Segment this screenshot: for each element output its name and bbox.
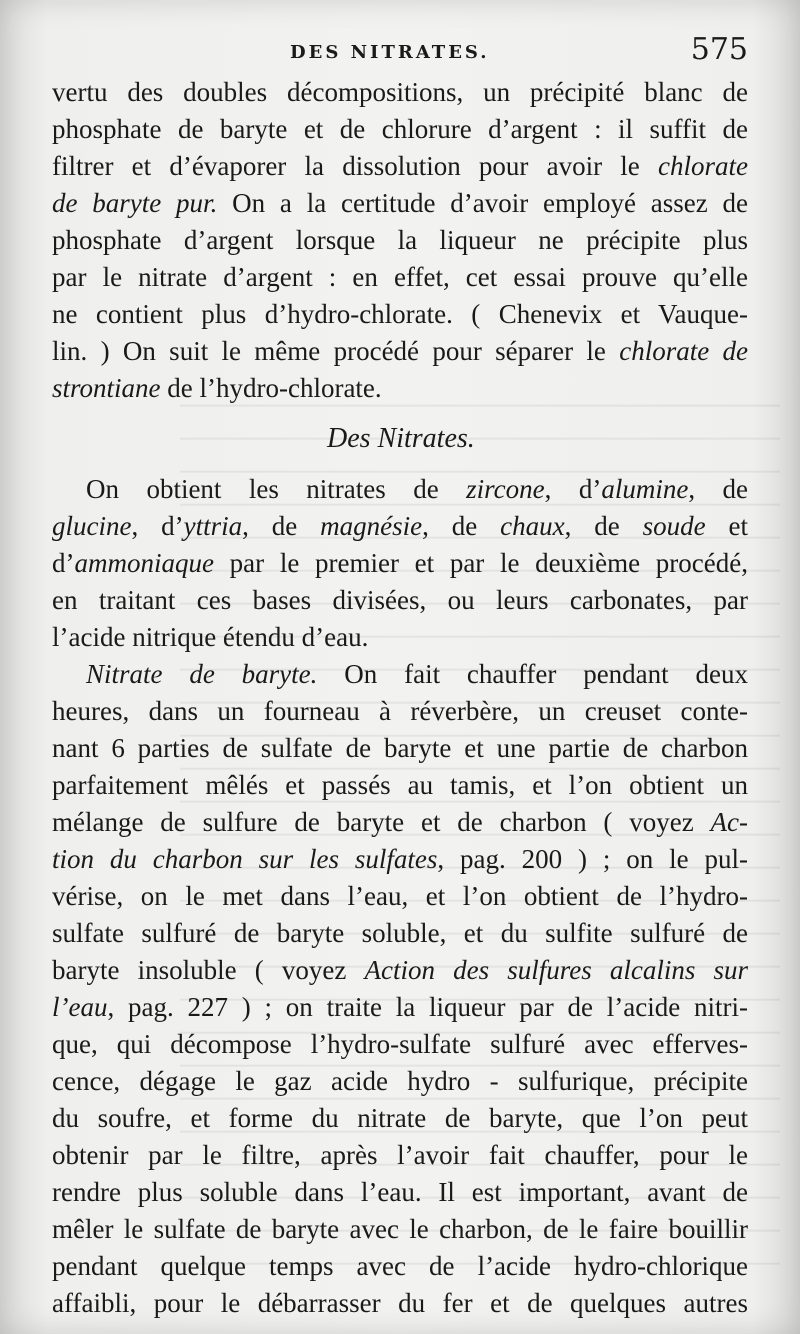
text-line: du soufre, et forme du nitrate de baryte, que l’on peut — [52, 1103, 748, 1133]
text-line: sulfate sulfuré de baryte soluble, et du sulfite sulfuré de — [52, 918, 748, 948]
text-line: lin. ) On suit le même procédé pour séparer le chlorate de — [52, 336, 748, 366]
text-line: parfaitement mêlés et passés au tamis, et l’on obtient un — [52, 770, 748, 800]
text-line: rendre plus soluble dans l’eau. Il est important, avant de — [52, 1177, 748, 1207]
text-line: d’ammoniaque par le premier et par le deuxième procédé, — [52, 548, 748, 578]
text-line: mêler le sulfate de baryte avec le charbon, de le faire bouillir — [52, 1214, 748, 1244]
page-header — [52, 32, 748, 72]
text-line: filtrer et d’évaporer la dissolution pour avoir le chlorate — [52, 151, 748, 181]
text-line: tion du charbon sur les sulfates, pag. 200 ) ; on le pul- — [52, 844, 748, 874]
text-line: vérise, on le met dans l’eau, et l’on obtient de l’hydro- — [52, 881, 748, 911]
text-line: en traitant ces bases divisées, ou leurs carbonates, par — [52, 585, 748, 615]
text-line: l’eau, pag. 227 ) ; on traite la liqueur par de l’acide nitri- — [52, 992, 748, 1022]
text-line: phosphate d’argent lorsque la liqueur ne précipite plus — [52, 225, 748, 255]
text-line: obtenir par le filtre, après l’avoir fait chauffer, pour le — [52, 1140, 748, 1170]
text-line: phosphate de baryte et de chlorure d’argent : il suffit de — [52, 114, 748, 144]
text-line: pendant quelque temps avec de l’acide hydro-chlorique — [52, 1251, 748, 1281]
text-line: par le nitrate d’argent : en effet, cet essai prouve qu’elle — [52, 262, 748, 292]
text-line: glucine, d’yttria, de magnésie, de chaux, de soude et — [52, 511, 748, 541]
text-line: l’acide nitrique étendu d’eau. — [52, 622, 369, 652]
body-text — [52, 74, 748, 1322]
text-line: cence, dégage le gaz acide hydro - sulfurique, précipite — [52, 1066, 748, 1096]
text-line: ne contient plus d’hydro-chlorate. ( Chenevix et Vauque- — [52, 299, 748, 329]
running-title: DES NITRATES. — [290, 42, 490, 63]
text-line: vertu des doubles décompositions, un précipité blanc de — [52, 77, 748, 107]
text-line: de baryte pur. On a la certitude d’avoir employé assez de — [52, 188, 748, 218]
text-line: strontiane de l’hydro-chlorate. — [52, 373, 382, 403]
text-line: que, qui décompose l’hydro-sulfate sulfuré avec efferves- — [52, 1029, 748, 1059]
text-line: nant 6 parties de sulfate de baryte et une partie de charbon — [52, 733, 748, 763]
section-heading: Des Nitrates. — [327, 423, 475, 454]
text-line: baryte insoluble ( voyez Action des sulfures alcalins sur — [52, 955, 748, 985]
page-number: 575 — [690, 32, 748, 67]
text-line: affaibli, pour le débarrasser du fer et de quelques autres — [52, 1288, 748, 1318]
text-line: Nitrate de baryte. On fait chauffer pendant deux — [86, 659, 748, 689]
text-line: mélange de sulfure de baryte et de charbon ( voyez Ac- — [52, 807, 748, 837]
text-line: heures, dans un fourneau à réverbère, un creuset conte- — [52, 696, 748, 726]
text-line: On obtient les nitrates de zircone, d’alumine, de — [86, 474, 749, 504]
